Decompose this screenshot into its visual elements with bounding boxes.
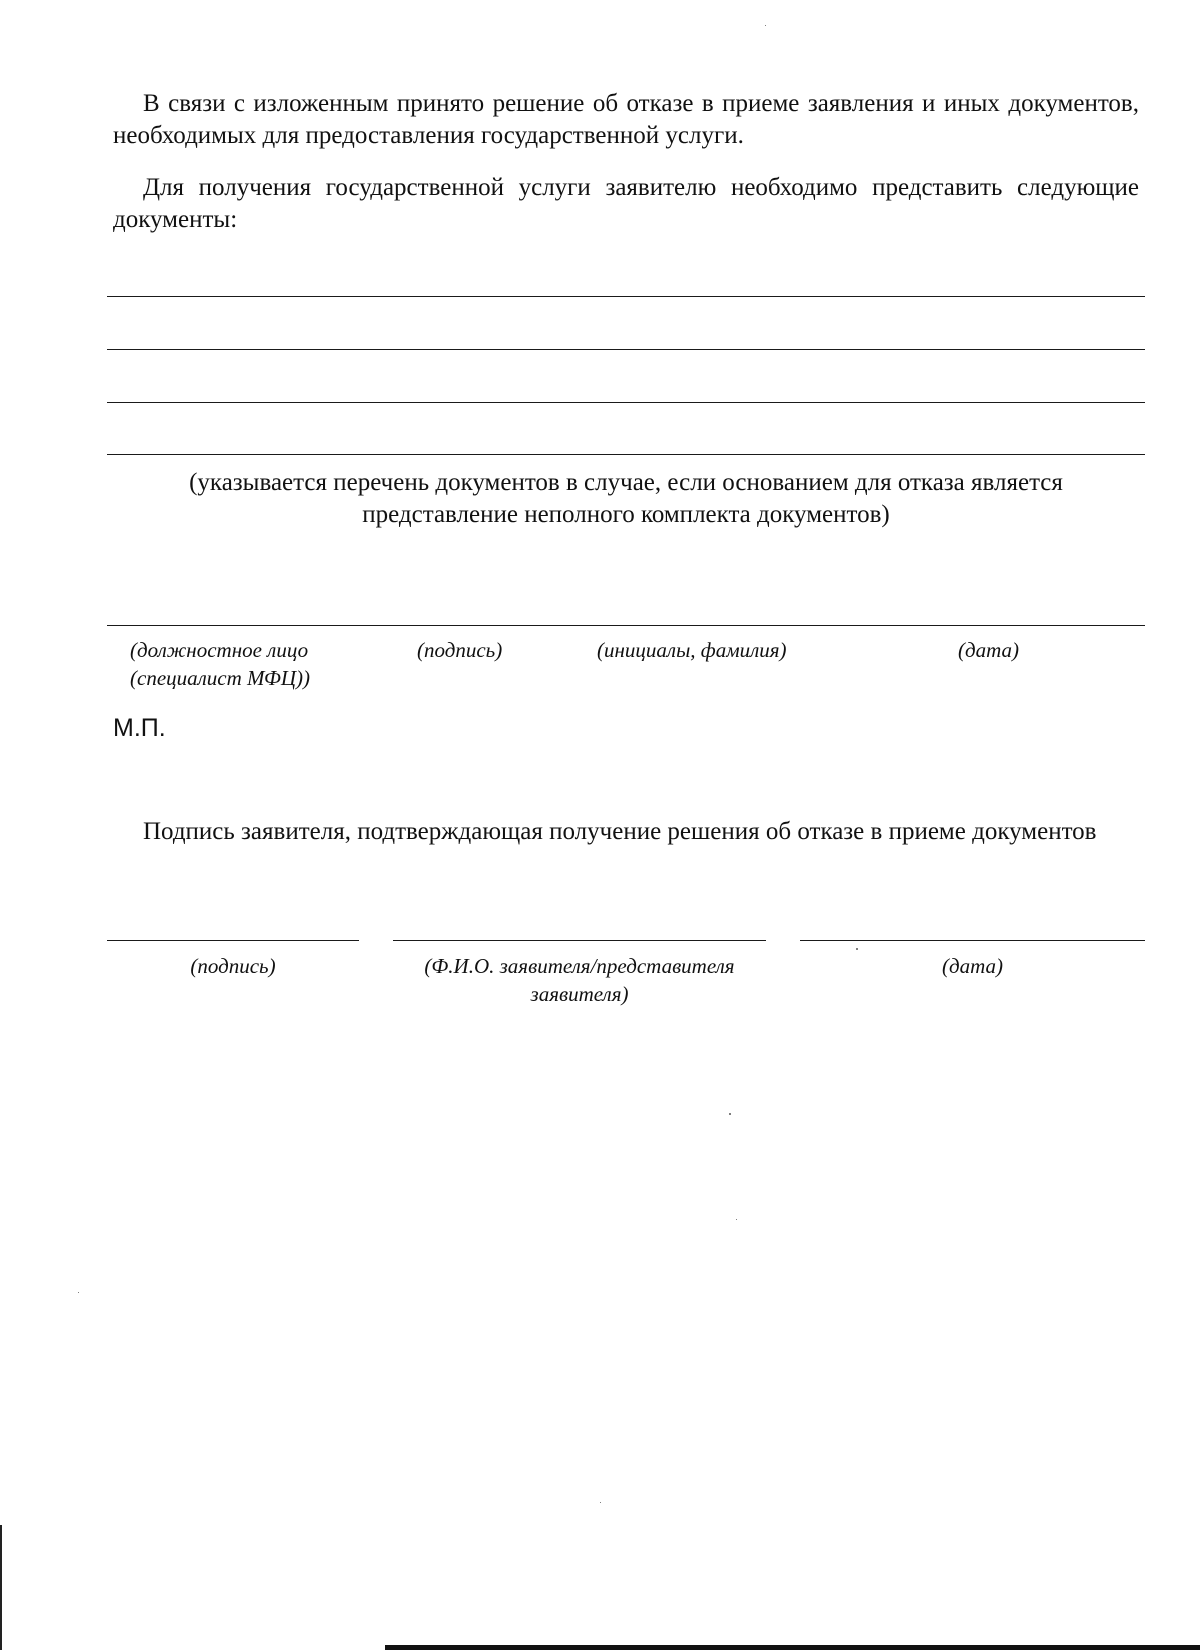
scan-speck xyxy=(729,1113,731,1115)
document-list-line-2[interactable] xyxy=(107,349,1145,350)
scan-speck xyxy=(78,1292,79,1293)
official-date-label: (дата) xyxy=(958,638,1020,662)
scan-speck xyxy=(600,1502,601,1503)
official-position-label: (должностное лицо (специалист МФЦ)) xyxy=(130,638,311,690)
document-list-line-3[interactable] xyxy=(107,402,1145,403)
documents-note: (указывается перечень документов в случае, если основанием для отказа является представление неполного комплекта документов) xyxy=(189,469,1063,528)
official-signature-label: (подпись) xyxy=(417,638,503,662)
scan-speck xyxy=(736,1219,737,1220)
scan-left-edge xyxy=(0,1525,2,1650)
applicant-date-line[interactable] xyxy=(800,940,1145,941)
applicant-signature-line[interactable] xyxy=(107,940,359,941)
decision-paragraph: В связи с изложенным принято решение об отказе в приеме заявления и иных документов, необходимых для предоставления государственной услуги. xyxy=(113,90,1139,149)
official-signature-line[interactable] xyxy=(107,625,1145,626)
required-documents-paragraph: Для получения государственной услуги заявителю необходимо представить следующие документы: xyxy=(113,174,1139,233)
scan-bottom-edge xyxy=(385,1645,1200,1650)
document-list-line-4[interactable] xyxy=(107,454,1145,455)
applicant-name-line[interactable] xyxy=(393,940,766,941)
applicant-confirmation-paragraph: Подпись заявителя, подтверждающая получение решения об отказе в приеме документов xyxy=(143,818,1097,845)
stamp-place-label: М.П. xyxy=(113,714,166,742)
document-list-line-1[interactable] xyxy=(107,296,1145,297)
applicant-signature-label: (подпись) xyxy=(190,954,276,978)
official-name-label: (инициалы, фамилия) xyxy=(597,638,787,662)
scan-speck xyxy=(856,948,858,950)
applicant-date-label: (дата) xyxy=(941,954,1004,978)
applicant-name-label: (Ф.И.О. заявителя/представителя заявителя) xyxy=(424,954,735,1006)
scan-speck xyxy=(765,25,766,26)
